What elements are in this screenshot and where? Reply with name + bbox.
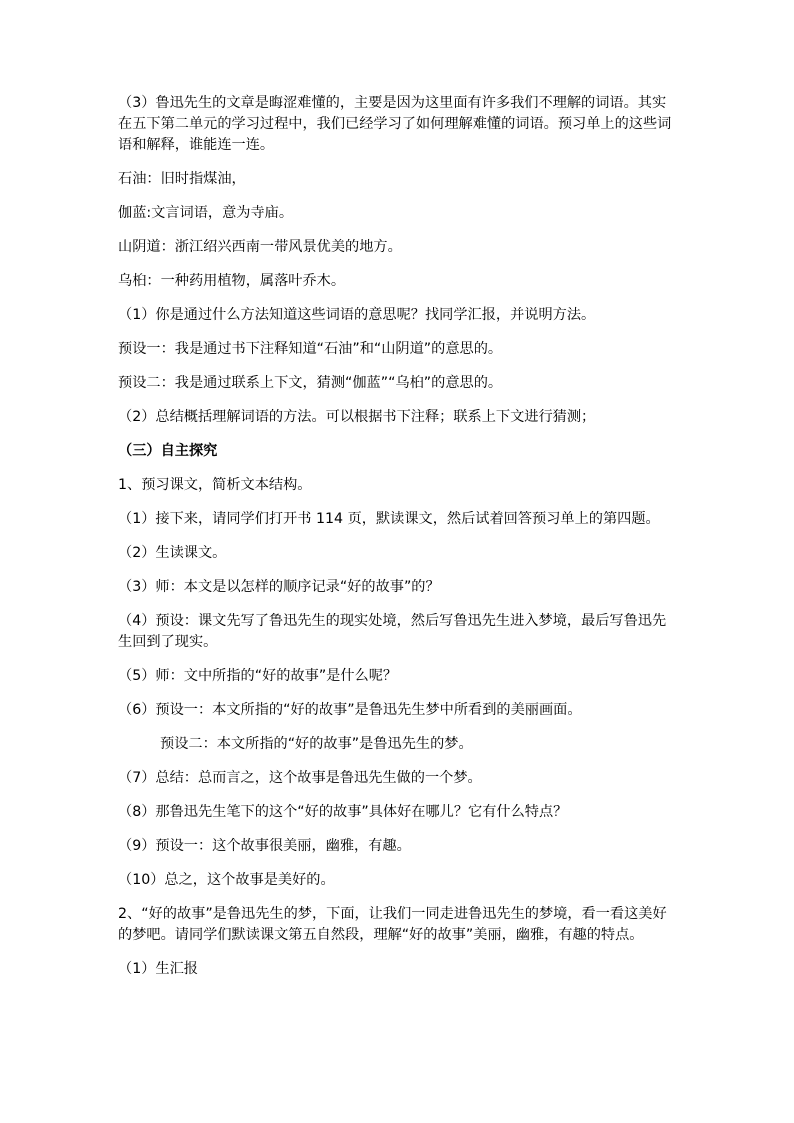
- paragraph-method-question: （1）你是通过什么方法知道这些词语的意思呢？找同学汇报，并说明方法。: [118, 307, 596, 323]
- paragraph-qielan: 伽蓝:文言词语，意为寺庙。: [118, 205, 294, 221]
- paragraph-shiyou: 石油：旧时指煤油，: [118, 171, 246, 187]
- paragraph-features-preset: （9）预设一：这个故事很美丽，幽雅，有趣。: [118, 838, 411, 854]
- document-page: [118, 93, 678, 993]
- paragraph-features-question: （8）那鲁迅先生笔下的这个“好的故事”具体好在哪儿？它有什么特点？: [118, 804, 568, 820]
- paragraph-method-summary: （2）总结概括理解词语的方法。可以根据书下注释；联系上下文进行猜测；: [118, 409, 596, 425]
- paragraph-step-2: 2、“好的故事”是鲁迅先生的梦，下面，让我们一同走进鲁迅先生的梦境，看一看这美好的梦吧。请同学们默读课文第五自然段，理解“好的故事”美丽，幽雅，有趣的特点。: [118, 906, 667, 943]
- paragraph-order-question: （3）师：本文是以怎样的顺序记录“好的故事”的？: [118, 579, 440, 595]
- paragraph-preset-one: 预设一：我是通过书下注释知道“石油”和“山阴道”的意思的。: [118, 341, 503, 357]
- paragraph-step-1: 1、预习课文，简析文本结构。: [118, 477, 312, 493]
- paragraph-shanyindao: 山阴道：浙江绍兴西南一带风景优美的地方。: [118, 239, 402, 255]
- paragraph-vocab-intro: （3）鲁迅先生的文章是晦涩难懂的，主要是因为这里面有许多我们不理解的词语。其实在五下第二单元的学习过程中，我们已经学习了如何理解难懂的词语。预习单上的这些词语和解释，谁能连一连。: [118, 95, 672, 153]
- section-heading: （三）自主探究: [118, 443, 218, 459]
- paragraph-story-preset-one: （6）预设一：本文所指的“好的故事”是鲁迅先生梦中所看到的美丽画面。: [118, 702, 582, 718]
- paragraph-open-book: （1）接下来，请同学们打开书 114 页，默读课文，然后试着回答预习单上的第四题。: [118, 511, 660, 527]
- paragraph-story-question: （5）师：文中所指的“好的故事”是什么呢？: [118, 668, 398, 684]
- paragraph-story-summary: （7）总结：总而言之，这个故事是鲁迅先生做的一个梦。: [118, 770, 482, 786]
- paragraph-story-preset-two: 预设二：本文所指的“好的故事”是鲁迅先生的梦。: [160, 736, 473, 752]
- paragraph-order-preset: （4）预设：课文先写了鲁迅先生的现实处境，然后写鲁迅先生进入梦境，最后写鲁迅先生回到了现实。: [118, 613, 667, 650]
- paragraph-features-summary: （10）总之，这个故事是美好的。: [118, 872, 335, 888]
- paragraph-read-text: （2）生读课文。: [118, 545, 227, 561]
- paragraph-preset-two: 预设二：我是通过联系上下文，猜测“伽蓝”“乌桕”的意思的。: [118, 375, 503, 391]
- paragraph-wujiu: 乌桕：一种药用植物，属落叶乔木。: [118, 273, 346, 289]
- paragraph-report: （1）生汇报: [118, 961, 198, 977]
